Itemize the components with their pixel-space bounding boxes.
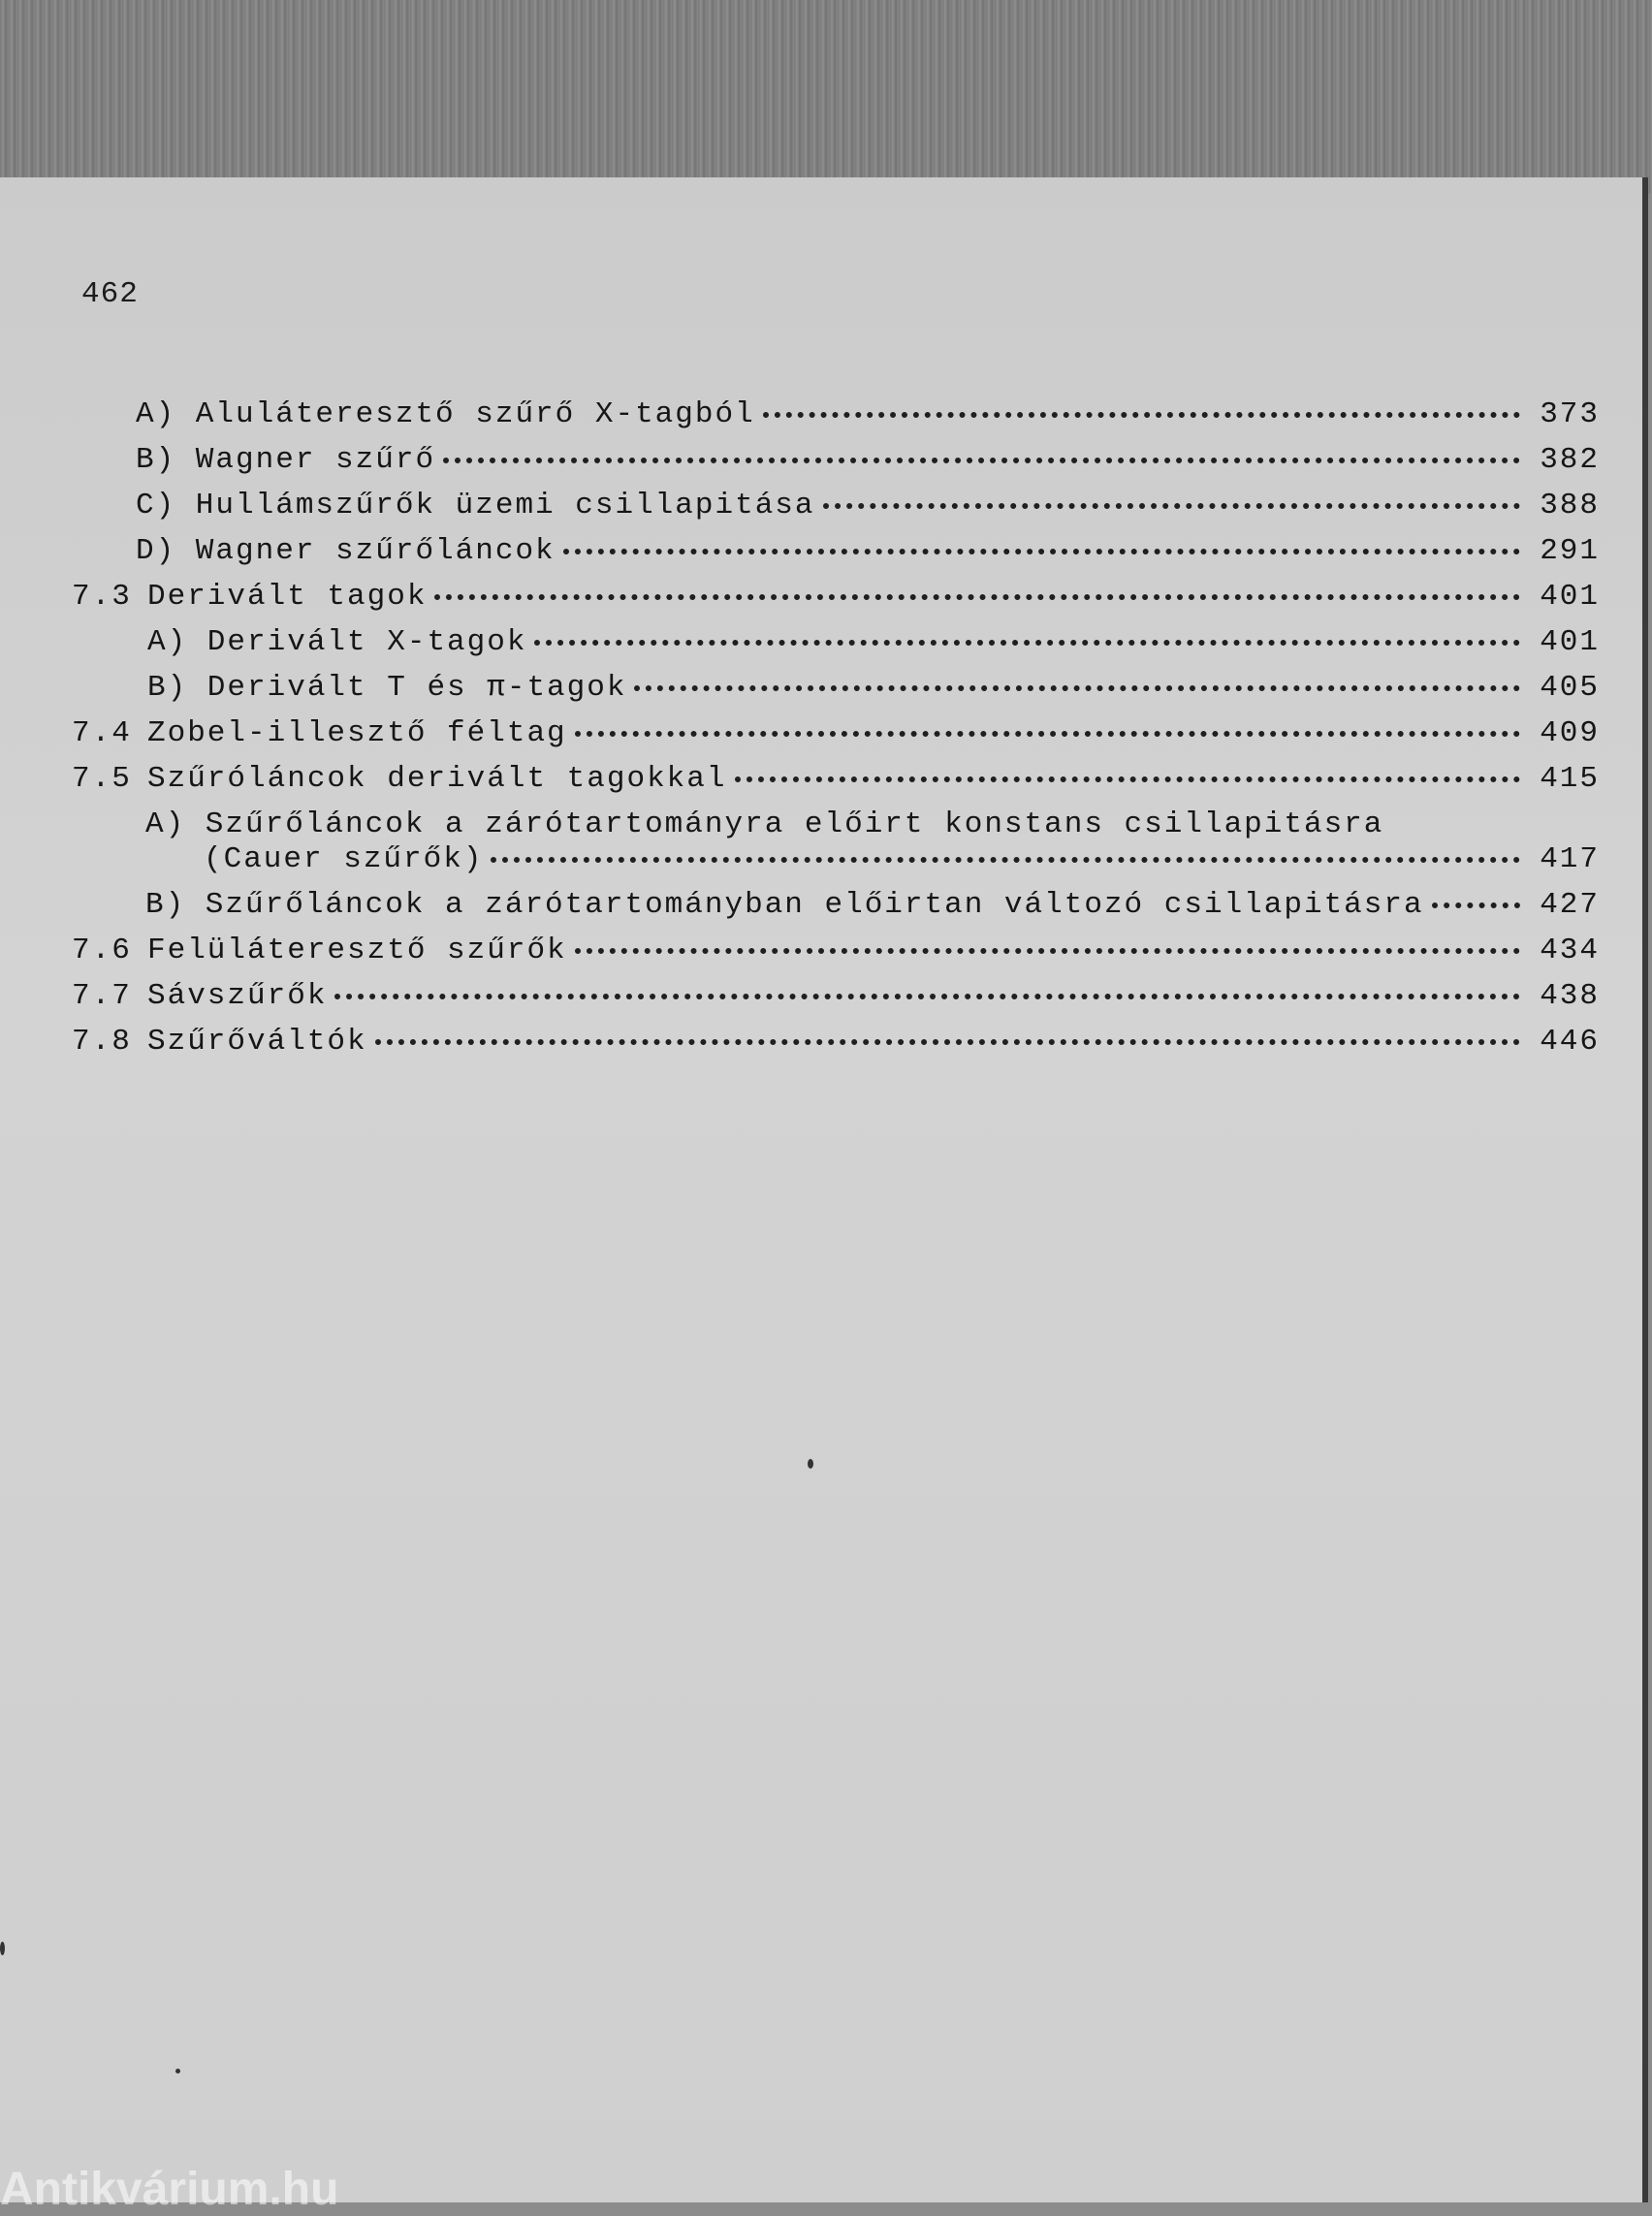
toc-entry-number: 7.5 — [72, 762, 132, 796]
dot-leader — [634, 685, 1520, 691]
toc-entry-page: 434 — [1540, 934, 1600, 967]
toc-entry-page: 415 — [1540, 762, 1600, 796]
toc-entry-number: 7.8 — [72, 1025, 132, 1059]
toc-entry[interactable] — [72, 578, 1600, 617]
dot-leader — [375, 1039, 1520, 1045]
page-number: 462 — [81, 277, 139, 311]
toc-entry-title: B) Wagner szűrő — [136, 443, 436, 477]
toc-entry-title: Szűróláncok derivált tagokkal — [147, 762, 727, 796]
toc-entry-title: Szűrőváltók — [147, 1025, 367, 1059]
toc-entry-page: 291 — [1540, 534, 1600, 568]
dot-leader — [334, 994, 1520, 999]
toc-entry-page: 405 — [1540, 671, 1600, 705]
background-surface — [0, 0, 1652, 194]
dot-leader — [1432, 902, 1520, 908]
toc-entry-title-continuation: (Cauer szűrők) — [204, 842, 484, 876]
toc-entry-page: 382 — [1540, 443, 1600, 477]
toc-entry-page: 417 — [1540, 842, 1600, 876]
toc-entry-title: A) Derivált X-tagok — [147, 625, 527, 659]
paper-speck — [175, 2069, 180, 2074]
toc-entry-title: D) Wagner szűrőláncok — [136, 534, 556, 568]
toc-entry[interactable] — [72, 977, 1600, 1016]
watermark-logo: Antikvárium.hu — [0, 2164, 339, 2215]
dot-leader — [575, 731, 1520, 737]
dot-leader — [735, 776, 1521, 782]
toc-entry-page: 401 — [1540, 625, 1600, 659]
toc-entry-page: 388 — [1540, 489, 1600, 522]
toc-entry-title: A) Aluláteresztő szűrő X-tagból — [136, 397, 755, 431]
toc-entry-page: 438 — [1540, 979, 1600, 1013]
toc-entry-title: Sávszűrők — [147, 979, 328, 1013]
book-page — [0, 177, 1648, 2215]
toc-entry[interactable] — [136, 396, 1600, 434]
dot-leader — [491, 857, 1520, 863]
dot-leader — [534, 640, 1520, 646]
paper-speck — [0, 1942, 5, 1955]
toc-entry[interactable] — [204, 840, 1600, 879]
toc-entry-title: B) Szűrőláncok a zárótartományban előirtan változó csillapitásra — [145, 888, 1424, 922]
toc-entry-page: 427 — [1540, 888, 1600, 922]
dot-leader — [823, 503, 1520, 509]
toc-entry[interactable] — [72, 760, 1600, 799]
dot-leader — [763, 412, 1520, 418]
toc-entry-page: 446 — [1540, 1025, 1600, 1059]
toc-entry[interactable] — [147, 623, 1600, 662]
toc-entry-page: 409 — [1540, 716, 1600, 750]
toc-entry-title: A) Szűrőláncok a zárótartományra előirt konstans csillapitásra — [145, 807, 1384, 841]
toc-entry[interactable] — [72, 1023, 1600, 1061]
toc-entry-number: 7.7 — [72, 979, 132, 1013]
toc-entry-page: 373 — [1540, 397, 1600, 431]
toc-entry-number: 7.6 — [72, 934, 132, 967]
toc-entry-title: Felüláteresztő szűrők — [147, 934, 567, 967]
paper-speck — [808, 1459, 813, 1469]
toc-entry-title: Derivált tagok — [147, 580, 428, 614]
toc-entry[interactable] — [147, 669, 1600, 708]
toc-entry-number: 7.3 — [72, 580, 132, 614]
toc-entry-title: C) Hullámszűrők üzemi csillapitása — [136, 489, 815, 522]
toc-entry[interactable] — [136, 441, 1600, 480]
toc-entry[interactable] — [72, 714, 1600, 753]
toc-entry-title: Zobel-illesztő féltag — [147, 716, 567, 750]
toc-entry-number: 7.4 — [72, 716, 132, 750]
toc-entry[interactable] — [136, 532, 1600, 571]
toc-entry[interactable] — [136, 487, 1600, 525]
toc-entry-page: 401 — [1540, 580, 1600, 614]
dot-leader — [443, 458, 1520, 463]
dot-leader — [563, 549, 1520, 554]
toc-entry[interactable] — [72, 932, 1600, 970]
toc-entry[interactable] — [145, 886, 1600, 925]
dot-leader — [434, 594, 1520, 600]
dot-leader — [575, 948, 1520, 954]
toc-entry-title: B) Derivált T és π-tagok — [147, 671, 627, 705]
